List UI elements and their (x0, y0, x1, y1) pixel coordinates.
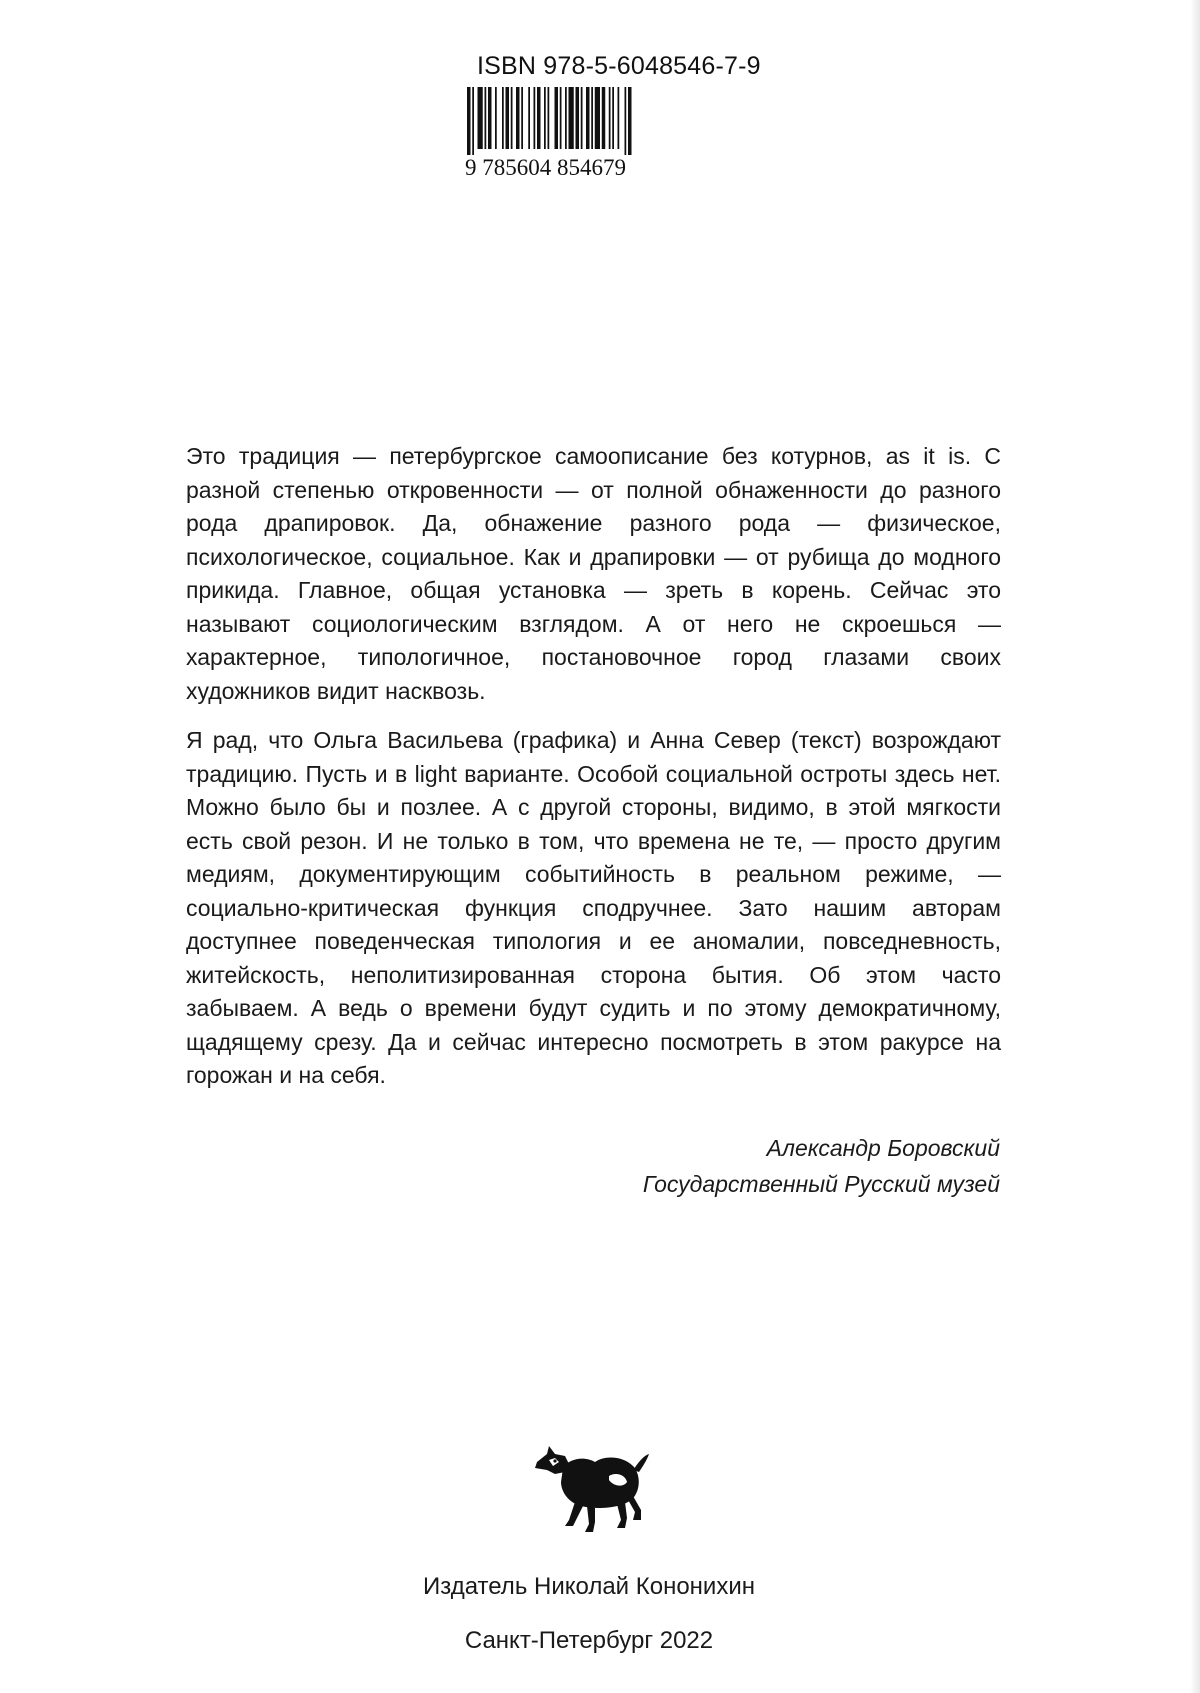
barcode-bar (516, 87, 520, 149)
barcode-bar (595, 87, 600, 149)
barcode-bar (560, 87, 562, 149)
barcode-bar (581, 87, 583, 149)
paragraph-2: Я рад, что Ольга Васильева (графика) и Анна Север (текст) возрождают традицию. Пусть и в light варианте. Особой социальной остроты здесь нет. Можно было бы и позлее. А с другой стороны, видимо, в этой мягкости есть свой резон. И не только в том, что времена не те, — просто другим медиям, документирующим событийность в реальном режиме, — социально-критическая функция сподручнее. Зато нашим авторам доступнее поведенческая типология и ее аномалии, повседневность, житейскость, неполитизированная сторона бытия. Об этом часто забываем. А ведь о времени будут судить и по этому демократичному, щадящему срезу. Да и сейчас интересно посмотреть в этом ракурсе на горожан и на себя. (186, 727, 1001, 1088)
barcode-bar (591, 87, 593, 149)
barcode-bar (565, 87, 567, 149)
barcode-bar (586, 87, 590, 149)
barcode-bar (467, 87, 471, 155)
barcode-bar (478, 87, 483, 149)
barcode-bar (544, 87, 546, 149)
barcode-bar (521, 87, 523, 149)
barcode-bar (569, 87, 574, 149)
isbn-label: ISBN 978-5-6048546-7-9 (477, 52, 761, 80)
barcode-bar (534, 87, 536, 149)
barcode-digits: 9 785604 854679 (465, 155, 626, 180)
barcode-bar (555, 87, 559, 149)
publisher-name: Издатель Николай Кононихин (422, 1573, 755, 1600)
barcode-bar (602, 87, 606, 149)
barcode-bar (618, 87, 620, 149)
publisher-info (0, 1560, 1178, 1668)
barcode-bar (472, 87, 474, 155)
barcode-bar (609, 87, 611, 149)
barcode-bar (502, 87, 504, 149)
signature (643, 1130, 1000, 1202)
barcode-bar (485, 87, 487, 149)
isbn-barcode (465, 52, 761, 181)
publisher-city-year: Санкт-Петербург 2022 (464, 1627, 714, 1654)
author-affiliation: Государственный Русский музей (642, 1171, 1000, 1197)
dog-icon (525, 1440, 655, 1540)
annotation-text (186, 440, 1001, 1109)
barcode-bar (488, 87, 492, 149)
barcode-bar (628, 87, 632, 155)
barcode-bar (576, 87, 580, 149)
barcode-bars (465, 87, 715, 155)
publisher-logo (525, 1440, 655, 1545)
barcode-bar (506, 87, 510, 149)
barcode-bar (511, 87, 513, 149)
barcode-bar (537, 87, 541, 149)
author-name: Александр Боровский (766, 1135, 1000, 1161)
barcode-bar (612, 87, 614, 149)
barcode-bar (625, 87, 627, 155)
barcode-bar (548, 87, 550, 149)
paragraph-1: Это традиция — петербургское самоописание без котурнов, as it is. С разной степенью откровенности — от полной обнаженности до разного рода драпировок. Да, обнажение разного рода — физическое, психологическое, социальное. Как и драпировки — от рубища до модного прикида. Главное, общая установка — зреть в корень. Сейчас это называют социологическим взглядом. А от него не скроешься — характерное, типологичное, постановочное город глазами своих художников видит насквозь. (186, 443, 1001, 704)
page-edge (1190, 0, 1200, 1693)
barcode-bar (528, 87, 530, 149)
barcode-bar (495, 87, 497, 149)
